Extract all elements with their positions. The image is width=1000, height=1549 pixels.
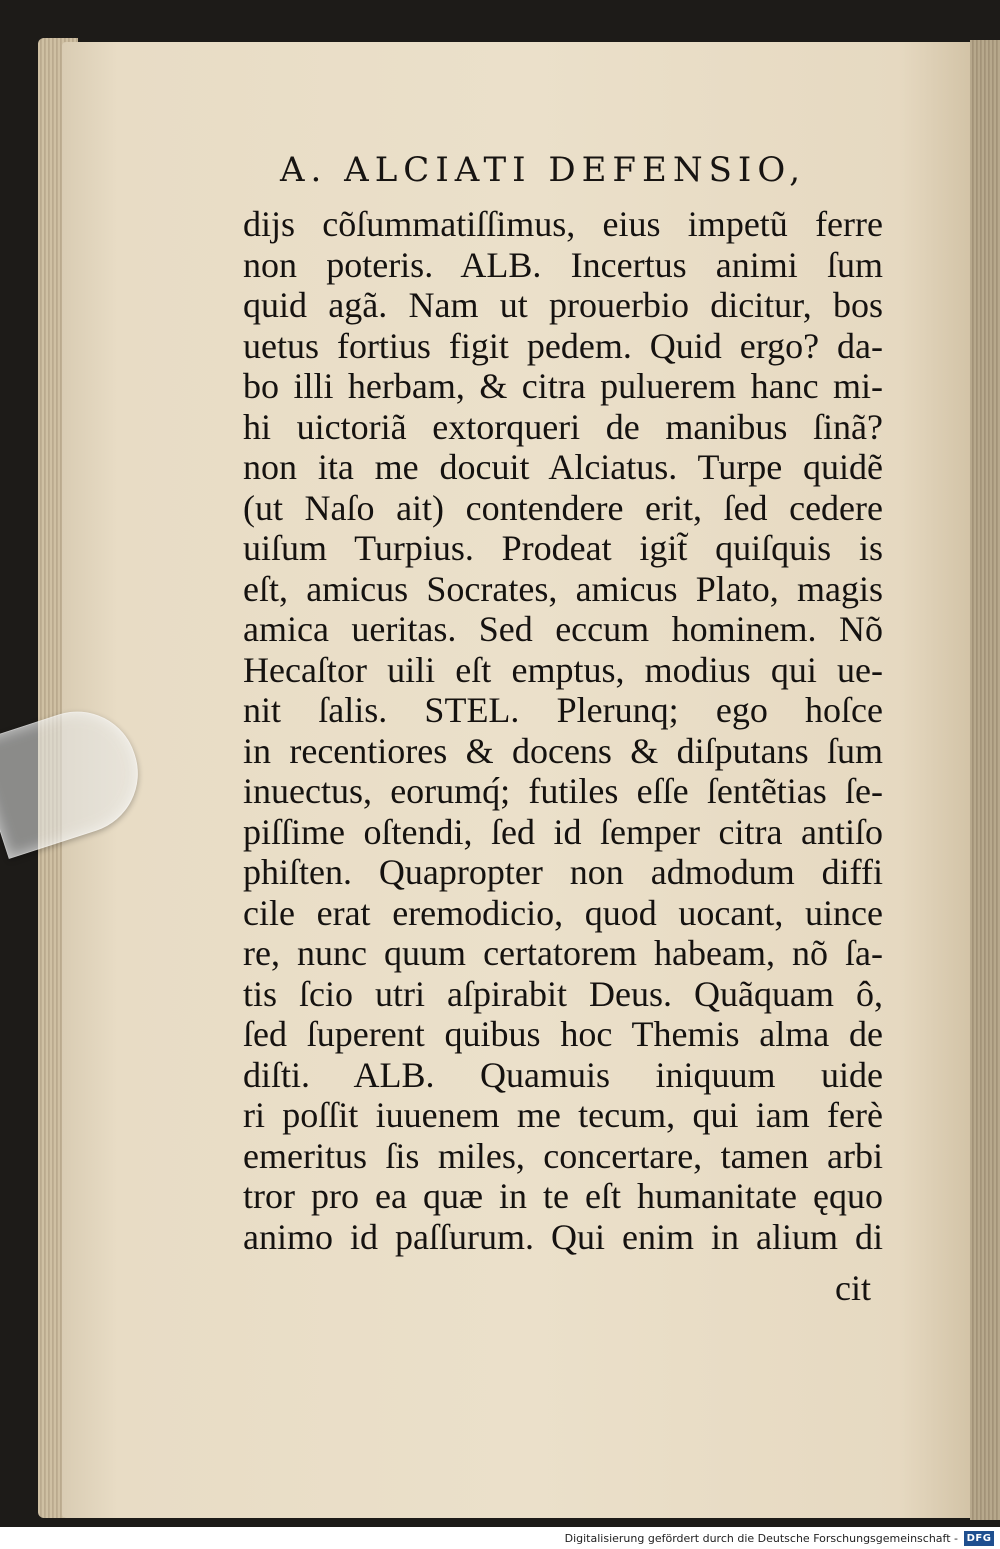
text-line: hi uictoriã extorqueri de manibus ſinã? xyxy=(243,406,883,447)
page-right-edge xyxy=(970,40,1000,1520)
text-line: emeritus ſis miles, concertare, tamen arbi xyxy=(243,1135,883,1176)
catchword: cit xyxy=(835,1268,871,1308)
text-block xyxy=(243,204,883,1257)
text-line: tis ſcio utri aſpirabit Deus. Quãquam ô, xyxy=(243,973,883,1014)
text-line: non poteris. ALB. Incertus animi ſum xyxy=(243,244,883,285)
text-line: bo illi herbam, & citra puluerem hanc mi- xyxy=(243,366,883,406)
text-line: (ut Naſo ait) contendere erit, ſed cedere xyxy=(243,487,883,528)
text-line: phiſten. Quapropter non admodum diffi xyxy=(243,852,883,892)
text-line: animo id paſſurum. Qui enim in alium di xyxy=(243,1216,883,1257)
text-line: ſed ſuperent quibus hoc Themis alma de xyxy=(243,1014,883,1054)
dfg-logo-icon: DFG xyxy=(964,1531,994,1546)
text-line: Hecaſtor uili eſt emptus, modius qui ue- xyxy=(243,649,883,690)
text-line: nit ſalis. STEL. Plerunq; ego hoſce xyxy=(243,690,883,730)
text-line: piſſime oſtendi, ſed id ſemper citra antiſo xyxy=(243,811,883,852)
text-line: ri poſſit iuuenem me tecum, qui iam ferè xyxy=(243,1095,883,1135)
text-line: non ita me docuit Alciatus. Turpe quidẽ xyxy=(243,447,883,487)
text-line: inuectus, eorumq́; futiles eſſe ſentẽtias ſe- xyxy=(243,771,883,811)
text-line: amica ueritas. Sed eccum hominem. Nõ xyxy=(243,609,883,649)
text-line: uiſum Turpius. Prodeat igit̃ quiſquis is xyxy=(243,528,883,568)
text-line: quid agã. Nam ut prouerbio dicitur, bos xyxy=(243,285,883,325)
text-line: cile erat eremodicio, quod uocant, uince xyxy=(243,892,883,933)
funding-credit: Digitalisierung gefördert durch die Deutsche Forschungsgemeinschaft - xyxy=(564,1532,958,1545)
text-line: dijs cõſummatiſſimus, eius impetũ ferre xyxy=(243,204,883,244)
text-line: diſti. ALB. Quamuis iniquum uide xyxy=(243,1054,883,1095)
footer-bar xyxy=(0,1527,1000,1549)
running-title: A. ALCIATI DEFENSIO, xyxy=(280,150,807,190)
text-line: re, nunc quum certatorem habeam, nõ ſa- xyxy=(243,933,883,973)
text-line: in recentiores & docens & diſputans ſum xyxy=(243,730,883,771)
text-line: tror pro ea quæ in te eſt humanitate ęquo xyxy=(243,1176,883,1216)
text-line: uetus fortius figit pedem. Quid ergo? da- xyxy=(243,325,883,366)
text-line: eſt, amicus Socrates, amicus Plato, magis xyxy=(243,568,883,609)
